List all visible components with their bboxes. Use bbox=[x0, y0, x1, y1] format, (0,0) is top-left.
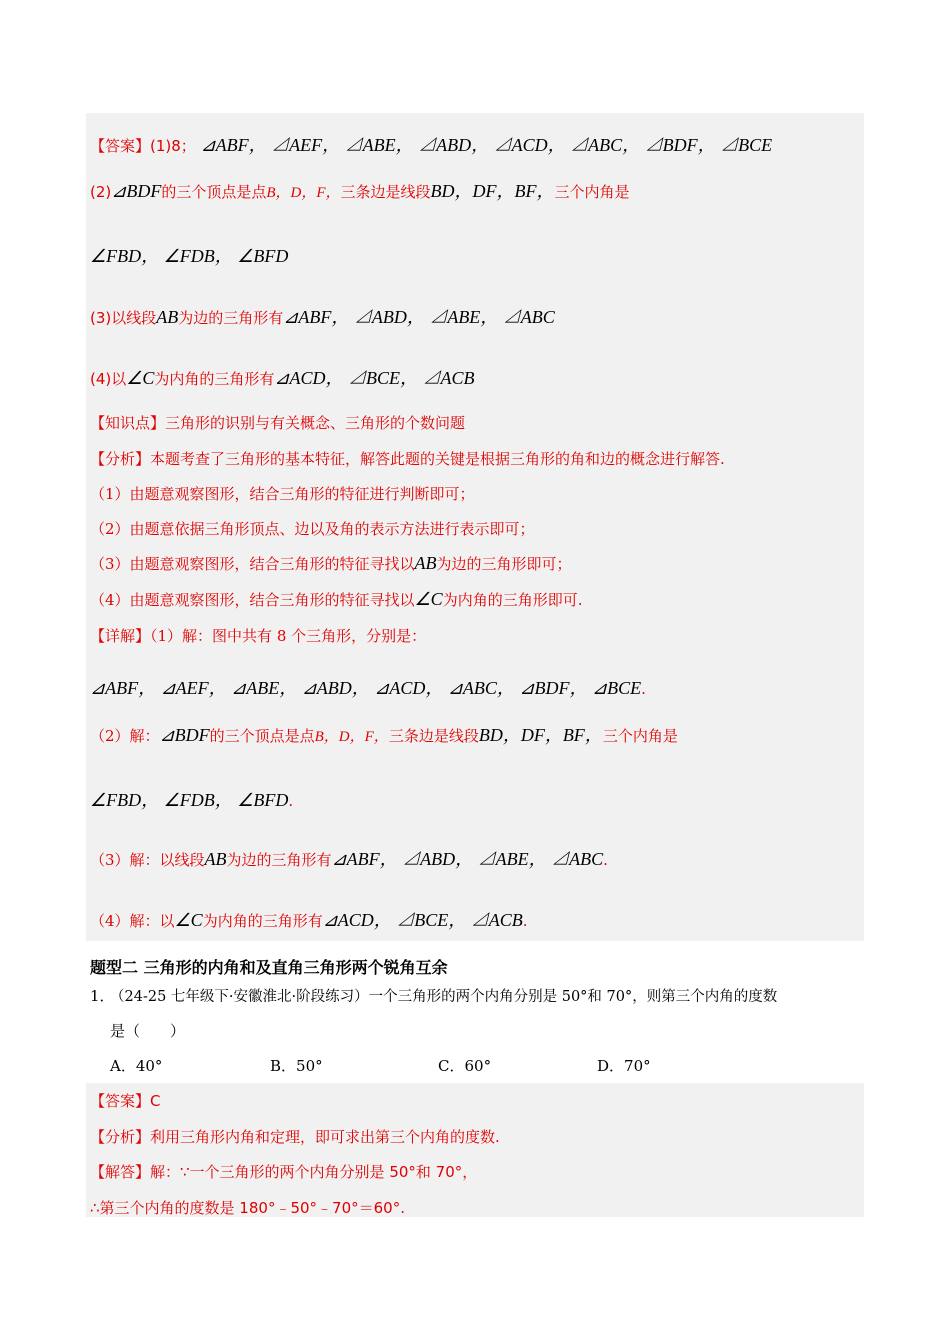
analysis-text: 【分析】本题考查了三角形的基本特征，解答此题的关键是根据三角形的角和边的概念进行解答. bbox=[90, 450, 725, 468]
answer-line-4: (3)以线段AB为边的三角形有⊿ABF， ⊿ABD， ⊿ABE， ⊿ABC bbox=[90, 307, 555, 327]
knowledge-point: 【知识点】三角形的识别与有关概念、三角形的个数问题 bbox=[90, 414, 466, 432]
section-title: 题型二 三角形的内角和及直角三角形两个锐角互余 bbox=[90, 958, 448, 977]
detail-step-2-angles: ∠FBD， ∠FDB， ∠BFD. bbox=[90, 790, 294, 810]
answer-line-3: ∠FBD， ∠FDB， ∠BFD bbox=[90, 246, 289, 266]
option-a[interactable]: A．40° bbox=[110, 1057, 163, 1075]
option-c[interactable]: C．60° bbox=[438, 1057, 492, 1075]
detail-step-3: （3）解：以线段AB为边的三角形有⊿ABF， ⊿ABD， ⊿ABE， ⊿ABC. bbox=[90, 849, 608, 869]
result-2: ∴第三个内角的度数是 180°﹣50°﹣70°＝60°. bbox=[90, 1199, 405, 1217]
analysis-2: 【分析】利用三角形内角和定理，即可求出第三个内角的度数. bbox=[90, 1128, 500, 1146]
detail-step-1-math: ⊿ABF， ⊿AEF， ⊿ABE， ⊿ABD， ⊿ACD， ⊿ABC， ⊿BDF， ⊿BCE. bbox=[90, 678, 646, 698]
answer-line-2: (2)⊿BDF的三个顶点是点B，D，F，三条边是线段BD，DF，BF，三个内角是 bbox=[90, 181, 630, 201]
question-number: 1． bbox=[90, 987, 115, 1005]
detail-step-4: （4）解：以∠C为内角的三角形有⊿ACD， ⊿BCE， ⊿ACB. bbox=[90, 910, 528, 930]
solution-2: 【解答】解：∵一个三角形的两个内角分别是 50°和 70°， bbox=[90, 1163, 478, 1181]
analysis-step-4: （4）由题意观察图形，结合三角形的特征寻找以∠C为内角的三角形即可. bbox=[90, 589, 583, 609]
analysis-step-3: （3）由题意观察图形，结合三角形的特征寻找以AB为边的三角形即可； bbox=[90, 553, 572, 573]
detail-step-2: （2）解：⊿BDF的三个顶点是点B，D，F，三条边是线段BD，DF，BF，三个内角是 bbox=[90, 725, 678, 745]
detail-step-1: 【详解】（1）解：图中共有 8 个三角形，分别是： bbox=[90, 627, 427, 645]
analysis-step-2: （2）由题意依据三角形顶点、边以及角的表示方法进行表示即可； bbox=[90, 520, 535, 538]
option-d[interactable]: D．70° bbox=[597, 1057, 651, 1075]
analysis-step-1: （1）由题意观察图形，结合三角形的特征进行判断即可； bbox=[90, 485, 475, 503]
question-text-cont: 是（ ） bbox=[110, 1022, 186, 1040]
answer-line-1: 【答案】(1)8； ⊿ABF， ⊿AEF， ⊿ABE， ⊿ABD， ⊿ACD， ⊿ABC， ⊿BDF， ⊿BCE bbox=[90, 135, 773, 155]
option-b[interactable]: B．50° bbox=[270, 1057, 323, 1075]
answer-2: 【答案】C bbox=[90, 1092, 161, 1110]
answer-line-5: (4)以∠C为内角的三角形有⊿ACD， ⊿BCE， ⊿ACB bbox=[90, 368, 475, 388]
question-text: （24-25 七年级下·安徽淮北·阶段练习）一个三角形的两个内角分别是 50°和 70°，则第三个内角的度数 bbox=[110, 989, 778, 1005]
